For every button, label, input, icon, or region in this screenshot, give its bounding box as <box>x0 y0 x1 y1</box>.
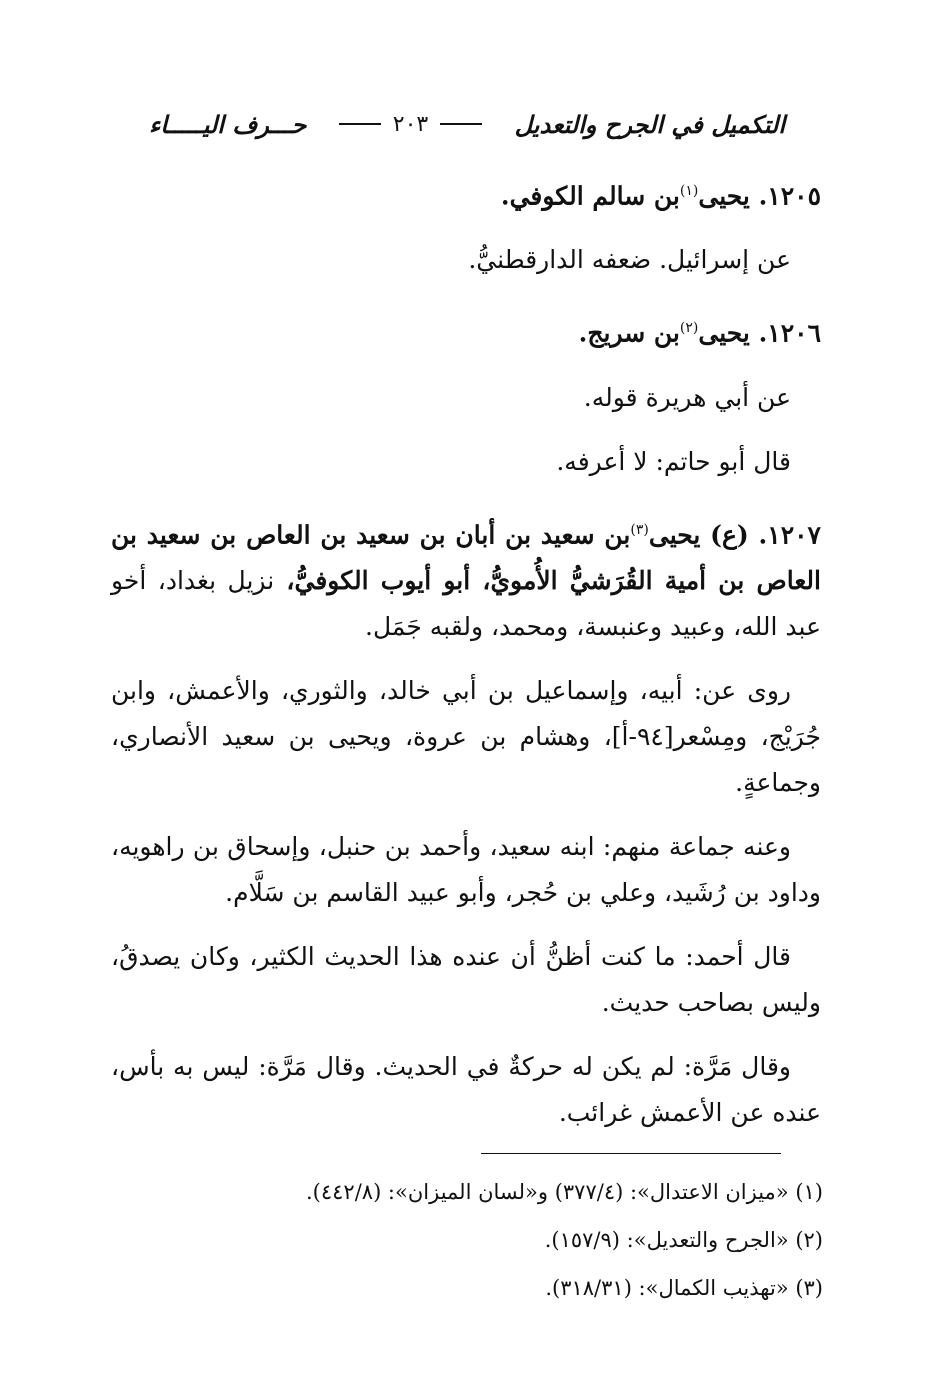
entry-number: ١٢٠٧. <box>758 519 821 549</box>
footnote-marker: (٢) <box>679 320 699 337</box>
entry-number: ١٢٠٦. <box>758 318 821 348</box>
entry-name: يحيى <box>648 519 701 549</box>
entry-1205-text: عن إسرائيل. ضعفه الدارقطنيُّ. <box>468 245 791 275</box>
entry-intro-rest: نزيل بغداد، أخو عبد الله، وعبيد وعنبسة، ومحمد، ولقبه جَمَل. <box>111 565 821 641</box>
footnote-marker: (١) <box>679 183 699 199</box>
main-text <box>111 162 821 1136</box>
entry-1207-heading <box>111 507 821 650</box>
entry-1206-heading <box>111 305 821 356</box>
footnote-divider <box>481 1153 781 1154</box>
entry-name: يحيى <box>698 318 750 348</box>
footnote-2: (٢) «الجرح والتعديل»: (١٥٧/٩). <box>544 1228 823 1252</box>
entry-name-rest: بن سريج. <box>578 318 680 348</box>
footnote-3: (٣) «تهذيب الكمال»: (٣١٨/٣١). <box>545 1276 823 1300</box>
section-title: حـــرف اليـــــاء <box>149 109 307 139</box>
entry-1207-narrators-to: وعنه جماعة منهم: ابنه سعيد، وأحمد بن حنبل، وإسحاق بن راهويه، وداود بن رُشَيد، وعلي بن حُجر، وأبو عبيد القاسم بن سَلَّام. <box>111 831 821 907</box>
page-number-group <box>339 112 482 137</box>
entry-1207-another-saying: وقال مَرَّة: لم يكن له حركةٌ في الحديث. وقال مَرَّة: ليس به بأس، عنده عن الأعمش غرائب. <box>111 1051 821 1127</box>
entry-name-rest: بن سعيد بن أبان بن سعيد بن العاص بن سعيد بن العاص بن أمية القُرَشيُّ الأُمويُّ، أبو أيوب الكوفيُّ، <box>111 519 821 595</box>
footnote-marker: (٣) <box>630 521 649 538</box>
entry-1206-text-1: عن أبي هريرة قوله. <box>583 382 791 412</box>
running-header <box>149 104 785 144</box>
entry-name: يحيى <box>698 181 750 211</box>
entry-1207-ahmad-saying: قال أحمد: ما كنت أظنُّ أن عنده هذا الحديث الكثير، وكان يصدقُ، وليس بصاحب حديث. <box>111 941 821 1017</box>
footnote-1: (١) «ميزان الاعتدال»: (٣٧٧/٤) و«لسان الميزان»: (٤٤٢/٨). <box>305 1180 823 1204</box>
entry-1205-heading <box>111 168 821 219</box>
header-dash-right <box>440 123 482 125</box>
entry-tag: (ع) <box>710 519 749 549</box>
header-dash-left <box>339 123 381 125</box>
entry-1206-text-2: قال أبو حاتم: لا أعرفه. <box>556 446 791 476</box>
footnotes <box>103 1168 823 1312</box>
page-number: ٢٠٣ <box>392 111 429 137</box>
entry-name-rest: بن سالم الكوفي. <box>500 181 680 211</box>
entry-1207-narrators-from: روى عن: أبيه، وإسماعيل بن أبي خالد، والثوري، والأعمش، وابن جُرَيْج، ومِسْعر[٩٤-أ]، وهشام بن عروة، ويحيى بن سعيد الأنصاري، وجماعةٍ. <box>111 675 821 797</box>
entry-number: ١٢٠٥. <box>758 181 821 211</box>
book-title: التكميل في الجرح والتعديل <box>514 109 785 139</box>
